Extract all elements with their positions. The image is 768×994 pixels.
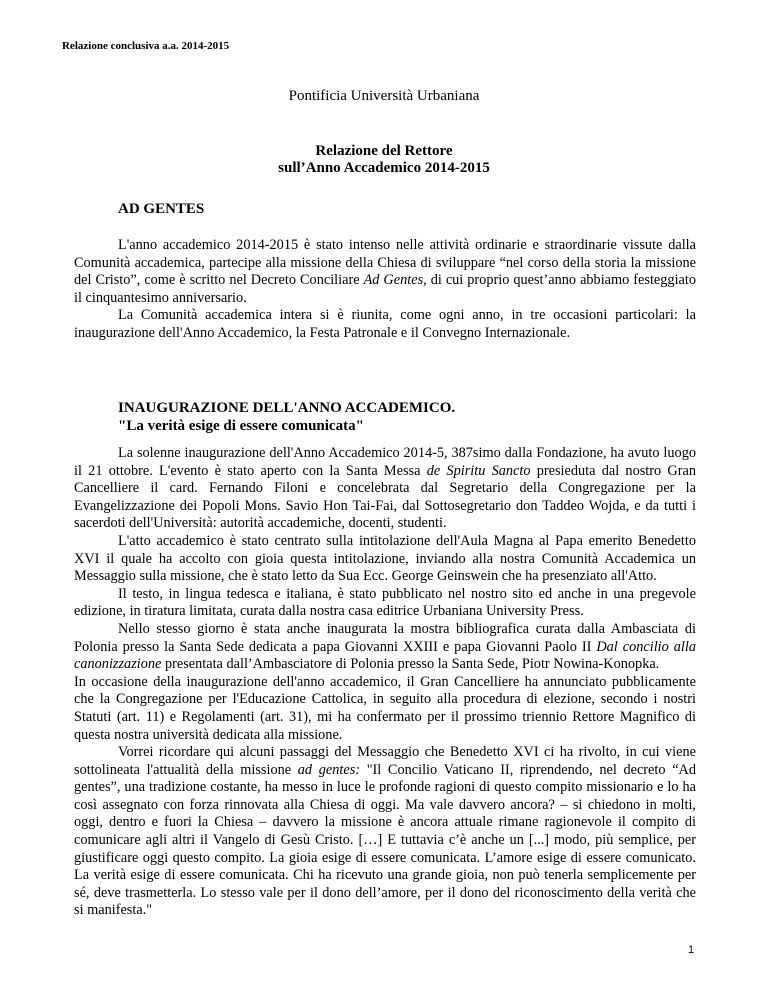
report-title-line2: sull’Anno Accademico 2014-2015 [278, 160, 490, 176]
paragraph: La Comunità accademica intera si è riunita, come ogni anno, in tre occasioni particolari: la inaugurazione dell'Anno Accademico, la Festa Patronale e il Convegno Internazionale. [74, 307, 696, 341]
paragraph [74, 445, 696, 533]
running-header: Relazione conclusiva a.a. 2014-2015 [62, 40, 230, 52]
paragraph: L'atto accademico è stato centrato sulla intitolazione dell'Aula Magna al Papa emerito Benedetto XVI il quale ha accolto con gioia questa intitolazione, inviando alla nostra Comunità Accademica un Messaggio sulla missione, che è stato letto da Sua Ecc. George Geinswein che ha presenziato all'Atto. [74, 532, 696, 585]
section-subheading: "La verità esige di essere comunicata" [118, 418, 364, 434]
paragraph [74, 621, 696, 674]
paragraph: Il testo, in lingua tedesca e italiana, è stato pubblicato nel nostro sito ed anche in una pregevole edizione, in tiratura limitata, curata dalla nostra casa editrice Urbaniana University Press. [74, 585, 696, 620]
text-run: di cui proprio quest’anno abbiamo festeggiato il cinquantesimo anniversario. [74, 272, 697, 306]
text-run: Vorrei ricordare qui alcuni passaggi del Messaggio che Benedetto XVI ci ha rivolto, in cui viene sottolineata l'attualità della missione [74, 744, 696, 778]
text-run: "Il Concilio Vaticano II, riprendendo, nel decreto “Ad gentes”, una tradizione costante, ha messo in luce le profonde ragioni di questo compito missionario e lo ha così assegnato con forza rinnovata alla Chiesa di oggi. Ma vale davvero ancora? – si chiedono in molti, oggi, dentro e fuori la Chiesa – davvero la missione è ancora attuale rimane ragionevole il compito di comunicare agli altri il Vangelo di Gesù Cristo. […] E tuttavia c’è anche un [...] modo, più semplice, per giustificare oggi questo compito. La gioia esige di essere comunicata. L’amore esige di essere comunicato. La verità esige di essere comunicata. Chi ha ricevuto una grande gioia, non può tenerla semplicemente per sé, deve trasmetterla. Lo stesso vale per il dono dell’amore, per il dono del riconoscimento della verità che si manifesta." [74, 761, 697, 919]
italic-run: Ad Gentes, [363, 272, 427, 289]
text-run: presieduta dal nostro Gran Cancelliere il card. Fernando Filoni e concelebrata dal Segretario della Congregazione per la Evangelizzazione dei Popoli Mons. Savio Hon Tai-Fai, dal Sottosegretario don Taddeo Wojda, e da tutti i sacerdoti dell'Università: autorità accademiche, docenti, studenti. [74, 462, 696, 532]
paragraph [74, 744, 696, 920]
italic-run: Dal concilio alla canonizzazione [74, 638, 697, 673]
section-heading-inaugurazione: INAUGURAZIONE DELL'ANNO ACCADEMICO. [118, 400, 456, 416]
report-title [0, 143, 768, 177]
page-number: 1 [688, 944, 695, 956]
italic-run: ad gentes: [297, 761, 361, 778]
section-heading-ad-gentes: AD GENTES [118, 201, 205, 217]
institution-name: Pontificia Università Urbaniana [288, 88, 480, 104]
text-run: Nello stesso giorno è stata anche inaugurata la mostra bibliografica curata dalla Ambasciata di Polonia presso la Santa Sede dedicata a papa Giovanni XXIII e papa Giovanni Paolo II [74, 620, 696, 655]
text-run: presentata dall’Ambasciatore di Polonia presso la Santa Sede, Piotr Nowina-Konopka. [161, 656, 660, 673]
text-run: La solenne inaugurazione dell'Anno Accademico 2014-5, 387simo dalla Fondazione, ha avuto luogo il 21 ottobre. L'evento è stato aperto con la Santa Messa [74, 445, 696, 479]
italic-run: de Spiritu Sancto [426, 462, 531, 479]
report-title-line1: Relazione del Rettore [315, 143, 453, 159]
text-run: L'anno accademico 2014-2015 è stato intenso nelle attività ordinarie e straordinarie vissute dalla Comunità accademica, partecipe alla missione della Chiesa di sviluppare “nel corso della storia la missione del Cristo”, come è scritto nel Decreto Conciliare [74, 237, 696, 289]
section-inaugurazione-body [74, 445, 696, 920]
paragraph [74, 237, 696, 307]
section-ad-gentes-body [74, 237, 696, 343]
paragraph: In occasione della inaugurazione dell'anno accademico, il Gran Cancelliere ha annunciato pubblicamente che la Congregazione per l'Educazione Cattolica, in seguito alla procedura di elezione, secondo i nostri Statuti (art. 11) e Regolamenti (art. 31), mi ha confermato per il prossimo triennio Rettore Magnifico di questa nostra università dedicata alla missione. [74, 673, 696, 743]
